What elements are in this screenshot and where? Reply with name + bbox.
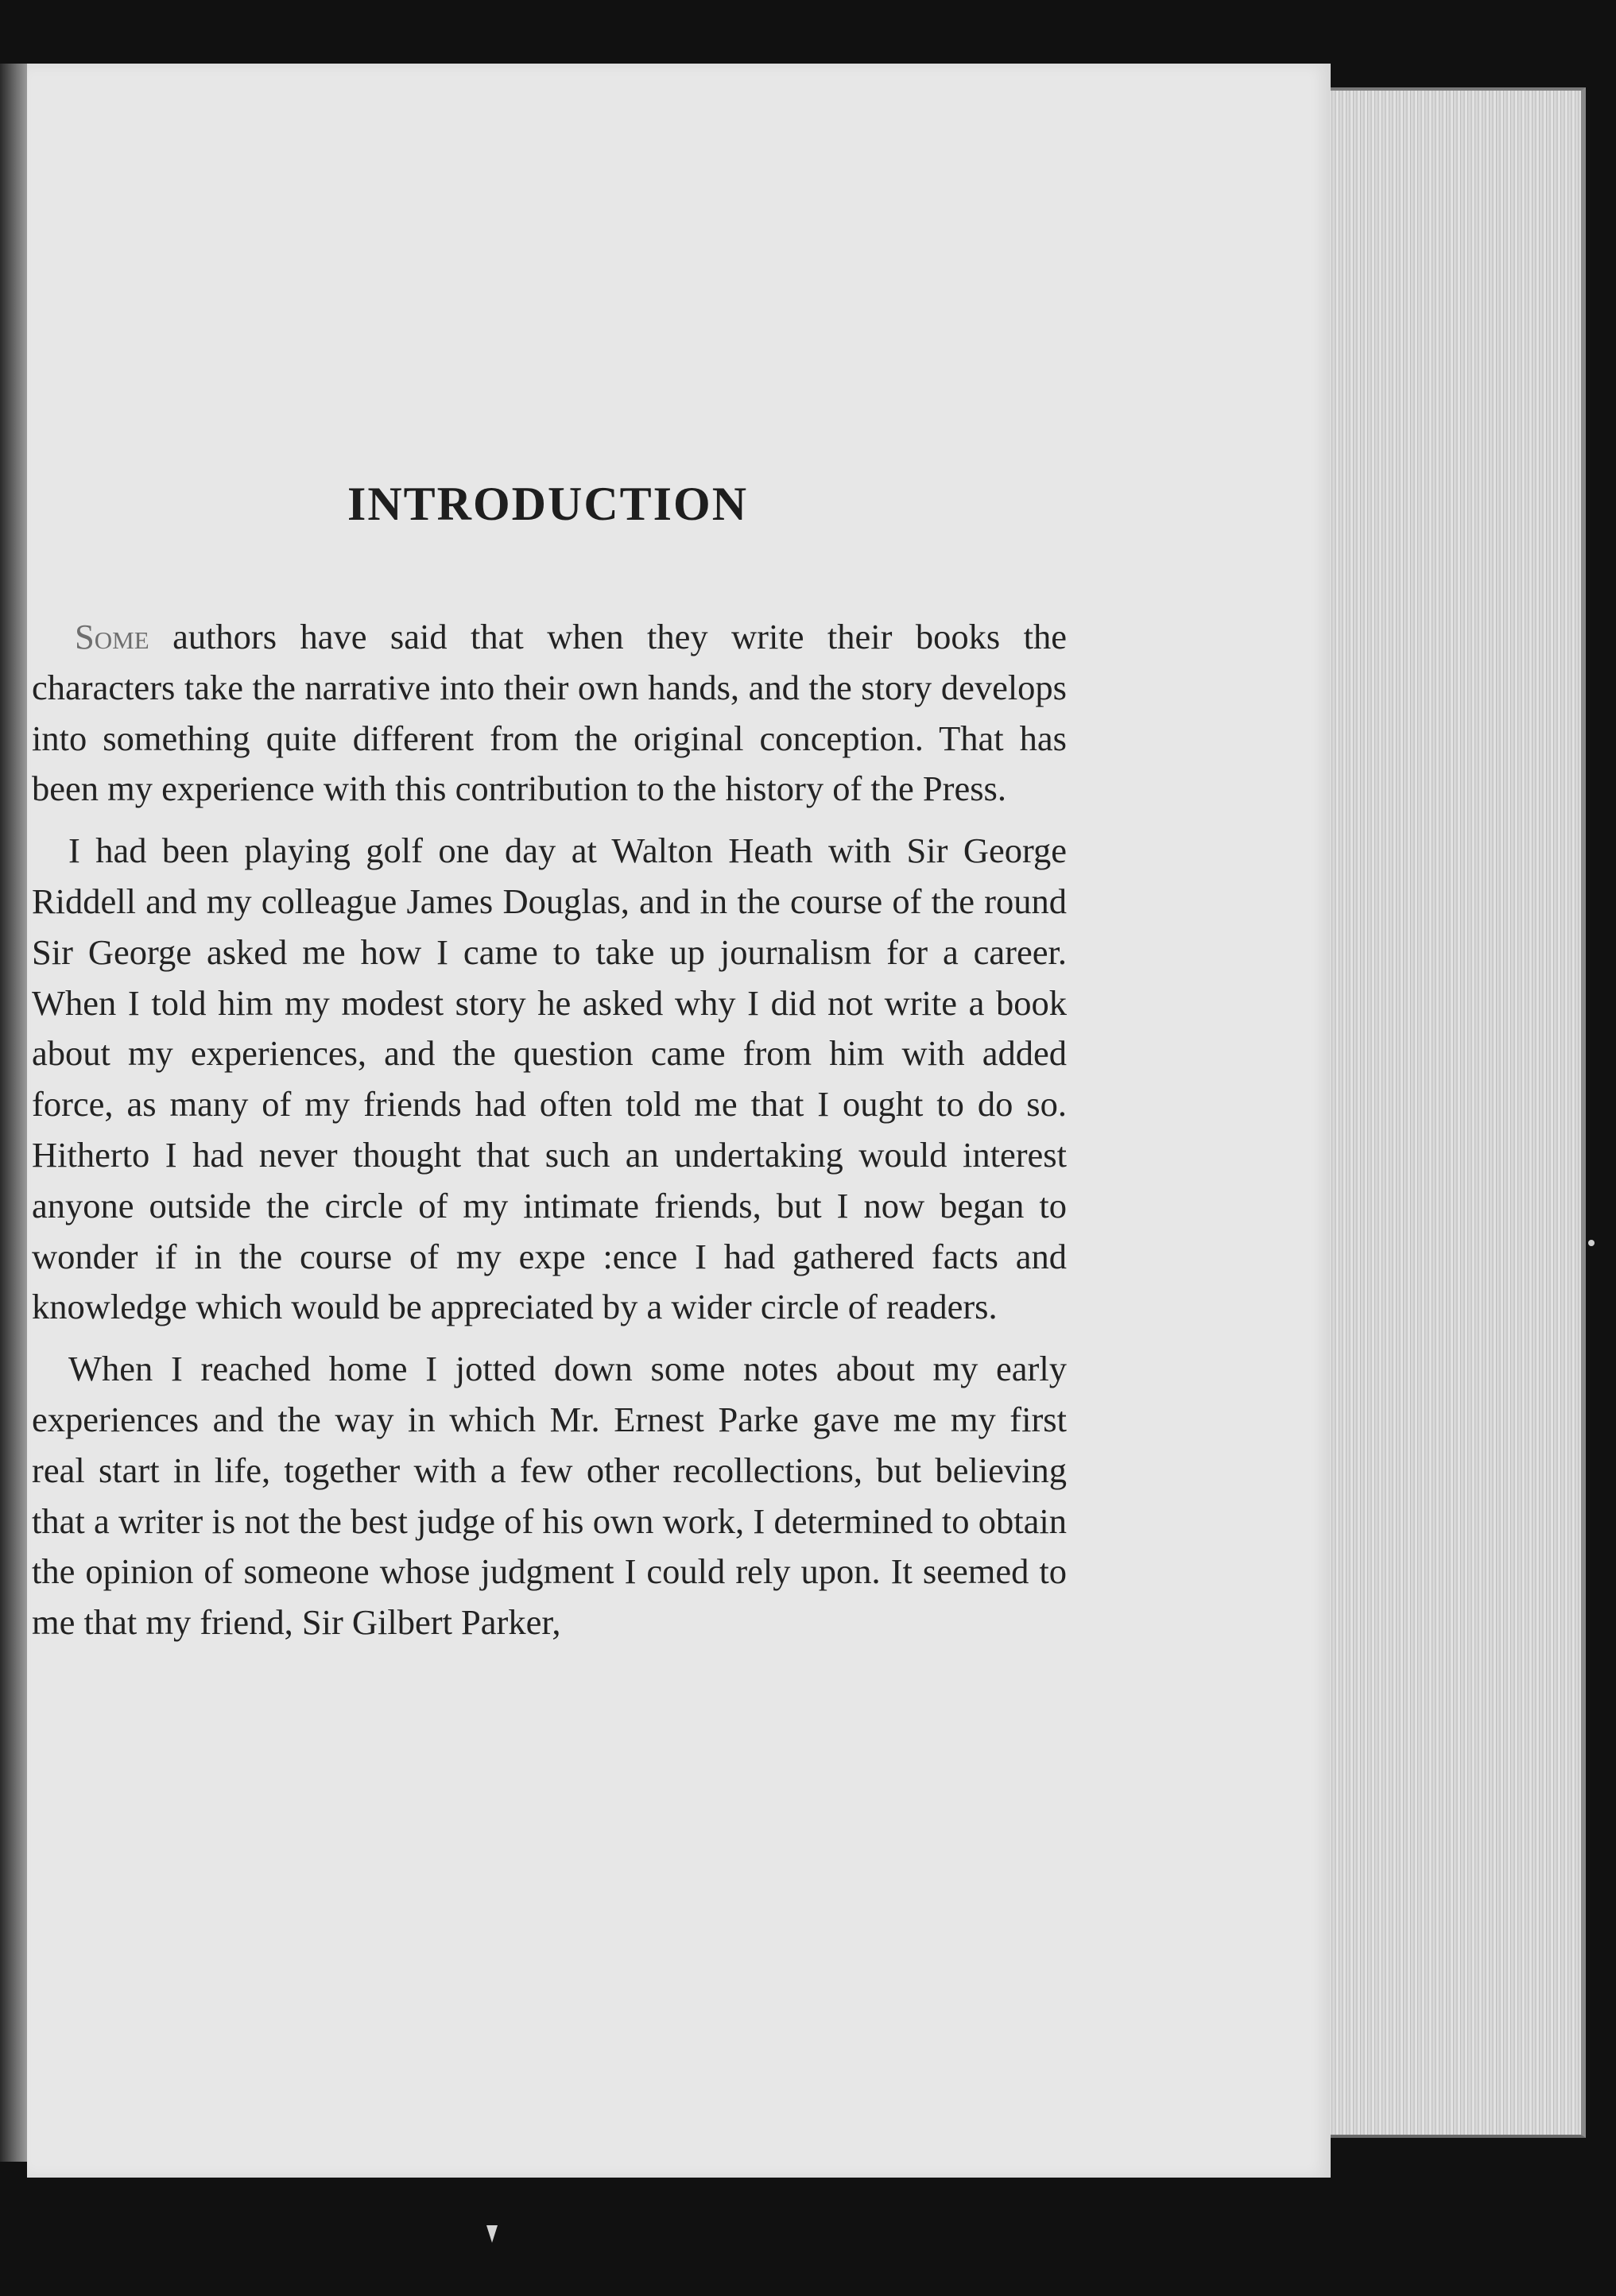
scan-mark (486, 2225, 498, 2243)
paragraph-3: When I reached home I jotted down some notes about my early experiences and the way in which Mr. Ernest Parke gave me my first real start in life, together with a few other recollections, but believing that a writer is not the best judge of his own work, I determined to obtain the opinion of someone whose judgment I could rely upon. It seemed to me that my friend, Sir Gilbert Parker, (32, 1349, 1067, 1643)
scan-speck (1588, 1240, 1595, 1246)
body-text (32, 612, 1067, 1659)
drop-lead-word: Some (75, 617, 149, 656)
paragraph-2: I had been playing golf one day at Walton Heath with Sir George Riddell and my colleague James Douglas, and in the course of the round Sir George asked me how I came to take up journalism for a career. When I told him my modest story he asked why I did not write a book about my experiences, and the question came from him with added force, as many of my friends had often told me that I ought to do so. Hitherto I had never thought that such an undertaking would interest anyone outside the circle of my intimate friends, but I now began to wonder if in the course of my expe :ence I had gathered facts and knowledge which would be appreciated by a wider circle of readers. (32, 831, 1067, 1327)
page-title: INTRODUCTION (347, 478, 749, 530)
paragraph-1 (32, 612, 1067, 815)
book-left-edge (0, 64, 27, 2162)
page-edges-stack (1304, 87, 1586, 2138)
book-page (27, 64, 1331, 2178)
paragraph-1-text: authors have said that when they write their books the characters take the narrative into their own hands, and the story develops into something quite different from the original conception. That has been my experience with this contribution to the history of the Press. (32, 617, 1067, 809)
